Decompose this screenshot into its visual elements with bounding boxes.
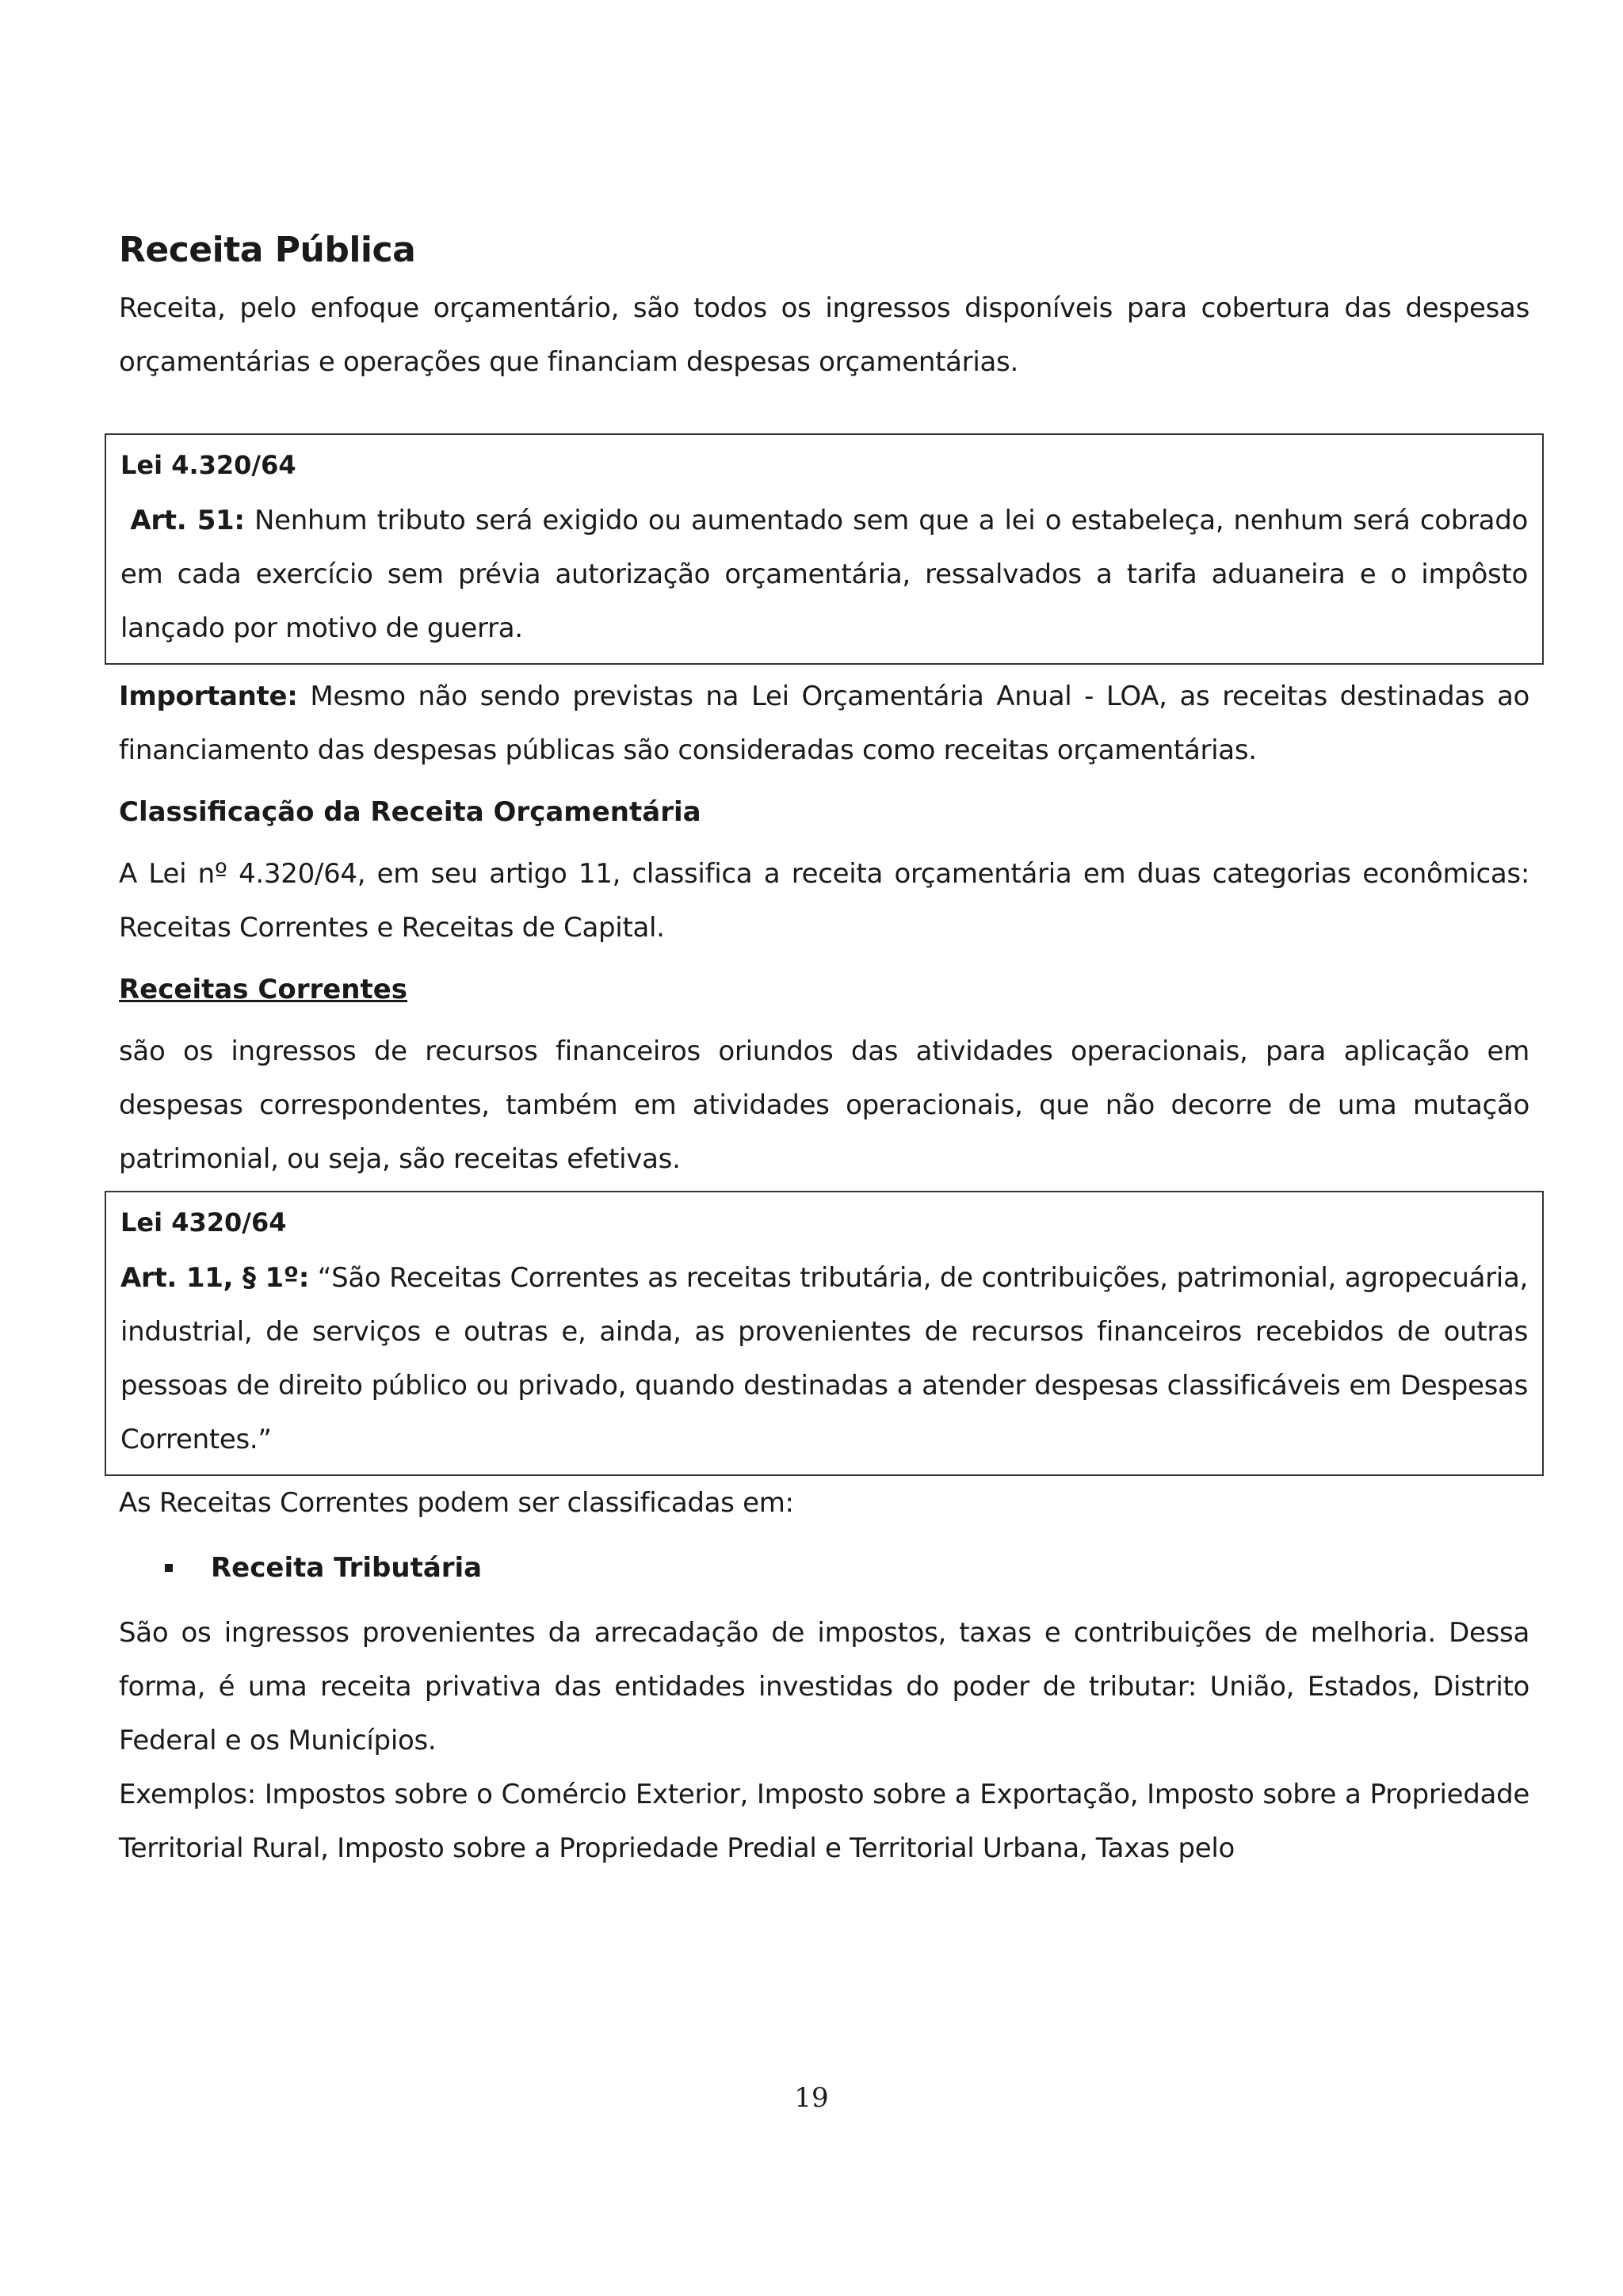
law-box-article xyxy=(120,1251,1528,1466)
article-label: Art. 51: xyxy=(130,505,245,536)
tributaria-paragraph: São os ingressos provenientes da arrecadação de impostos, taxas e contribuições de melhoria. Dessa forma, é uma receita privativa das entidades investidas do poder de tributar: União, Estados, Distrito Federal e os Municípios. xyxy=(119,1617,1529,1756)
correntes-heading: Receitas Correntes xyxy=(119,974,408,1005)
bullet-label: Receita Tributária xyxy=(211,1552,483,1584)
law-box-title: Lei 4320/64 xyxy=(120,1207,287,1238)
page-number: 19 xyxy=(794,2082,829,2114)
important-label: Importante: xyxy=(119,681,298,712)
examples-paragraph: Exemplos: Impostos sobre o Comércio Exterior, Imposto sobre a Exportação, Imposto sobre a Propriedade Territorial Rural, Imposto sobre a Propriedade Predial e Territorial Urbana, Taxas pelo xyxy=(119,1779,1529,1864)
law-box-art-51 xyxy=(105,433,1544,665)
law-box-title: Lei 4.320/64 xyxy=(120,450,296,480)
classification-paragraph: A Lei nº 4.320/64, em seu artigo 11, classifica a receita orçamentária em duas categorias econômicas: Receitas Correntes e Receitas de Capital. xyxy=(119,858,1529,944)
law-box-art-11 xyxy=(105,1191,1544,1476)
article-label: Art. 11, § 1º: xyxy=(120,1262,309,1294)
article-text: Nenhum tributo será exigido ou aumentado sem que a lei o estabeleça, nenhum será cobrado em cada exercício sem prévia autorização orçamentária, ressalvados a tarifa aduaneira e o impôsto lançado por motivo de guerra. xyxy=(120,505,1528,644)
correntes-paragraph: são os ingressos de recursos financeiros oriundos das atividades operacionais, para aplicação em despesas correspondentes, também em atividades operacionais, que não decorre de uma mutação patrimonial, ou seja, são receitas efetivas. xyxy=(119,1035,1529,1175)
law-box-article xyxy=(120,494,1528,655)
document-page xyxy=(119,230,1529,1875)
square-bullet-icon xyxy=(165,1564,173,1572)
classification-heading: Classificação da Receita Orçamentária xyxy=(119,796,701,828)
important-text: Mesmo não sendo previstas na Lei Orçamentária Anual - LOA, as receitas destinadas ao financiamento das despesas públicas são consideradas como receitas orçamentárias. xyxy=(119,681,1529,766)
important-note xyxy=(119,669,1529,777)
intro-paragraph: Receita, pelo enfoque orçamentário, são todos os ingressos disponíveis para cobertura das despesas orçamentárias e operações que financiam despesas orçamentárias. xyxy=(119,292,1529,378)
article-text: “São Receitas Correntes as receitas tributária, de contribuições, patrimonial, agropecuária, industrial, de serviços e outras e, ainda, as provenientes de recursos financeiros recebidos de outras pessoas de direito público ou privado, quando destinadas a atender despesas classificáveis em Despesas Correntes.” xyxy=(120,1262,1528,1455)
page-title: Receita Pública xyxy=(119,230,416,270)
classify-intro: As Receitas Correntes podem ser classificadas em: xyxy=(119,1487,794,1519)
list-item xyxy=(165,1541,1529,1595)
